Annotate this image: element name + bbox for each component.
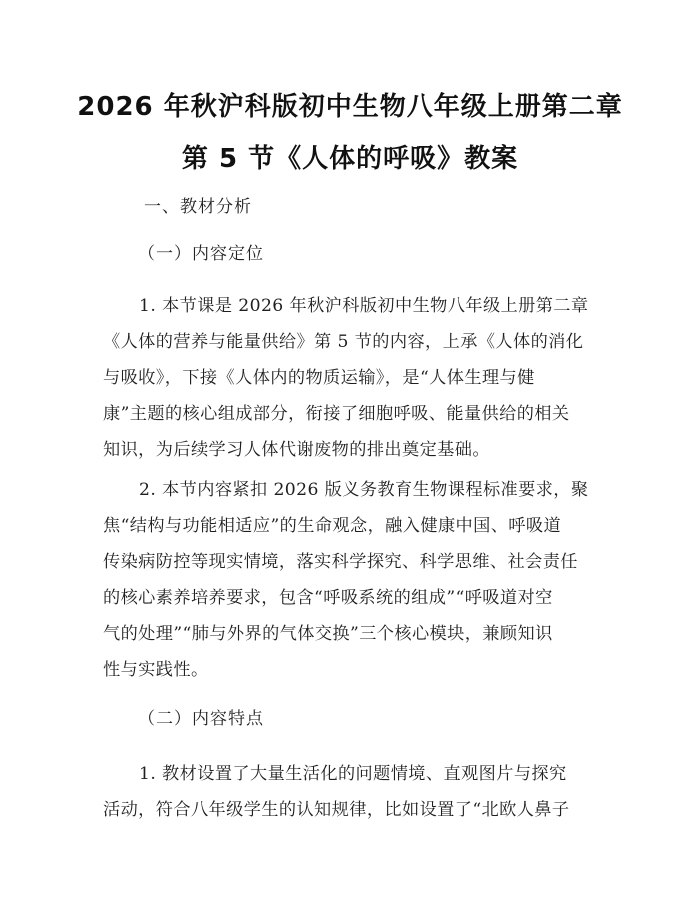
paragraph-line: 活动，符合八年级学生的认知规律，比如设置了“北欧人鼻子: [103, 800, 570, 820]
paragraph-line: 传染病防控等现实情境，落实科学探究、科学思维、社会责任: [103, 552, 578, 572]
paragraph-line: 1. 本节课是 2026 年秋沪科版初中生物八年级上册第二章: [139, 296, 589, 316]
paragraph-line: 《人体的营养与能量供给》第 5 节的内容，上承《人体的消化: [103, 332, 584, 352]
paragraph-line: 焦“结构与功能相适应”的生命观念，融入健康中国、呼吸道: [103, 516, 562, 536]
paragraph-line: 气的处理”“肺与外界的气体交换”三个核心模块，兼顾知识: [103, 624, 553, 644]
paragraph-line: 2. 本节内容紧扣 2026 版义务教育生物课程标准要求，聚: [139, 480, 589, 500]
paragraph-line: 性与实践性。: [103, 660, 209, 680]
subsection-heading-content-position: （一）内容定位: [138, 244, 264, 264]
paragraph-line: 1. 教材设置了大量生活化的问题情境、直观图片与探究: [139, 764, 567, 784]
paragraph-line: 与吸收》，下接《人体内的物质运输》，是“人体生理与健: [103, 368, 535, 388]
paragraph-content-position-2: [103, 472, 598, 688]
paragraph-line: 的核心素养培养要求，包含“呼吸系统的组成”“呼吸道对空: [103, 588, 553, 608]
document-title-line-2: 第 5 节《人体的呼吸》教案: [181, 144, 519, 174]
paragraph-content-features-1: [103, 756, 598, 828]
paragraph-content-position-1: [103, 288, 598, 468]
section-heading: 一、教材分析: [144, 197, 252, 217]
subsection-heading-content-features: （二）内容特点: [138, 709, 264, 729]
document-title-line-1: 2026 年秋沪科版初中生物八年级上册第二章: [77, 92, 623, 122]
paragraph-line: 康”主题的核心组成部分，衔接了细胞呼吸、能量供给的相关: [103, 404, 570, 424]
paragraph-line: 知识，为后续学习人体代谢废物的排出奠定基础。: [103, 440, 490, 460]
